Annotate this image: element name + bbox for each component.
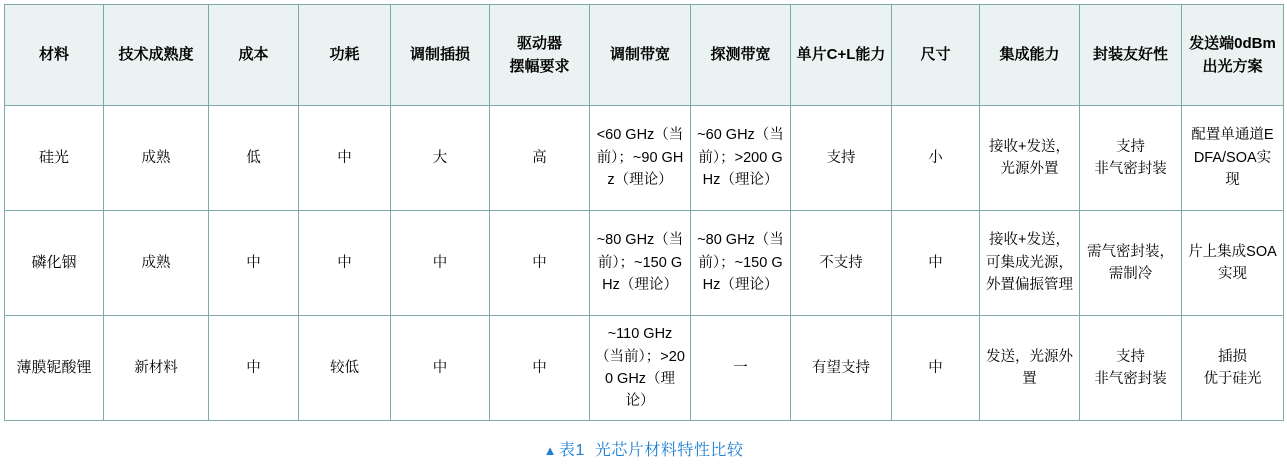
cell-detection-bandwidth: ~60 GHz（当前）；>200 GHz（理论） <box>691 106 791 211</box>
header-text-cl-capability: 单片C+L能力 <box>796 46 886 64</box>
column-header-detection-bandwidth <box>691 5 791 106</box>
column-header-driver-swing <box>490 5 590 106</box>
header-text-detection-bandwidth: 探测带宽 <box>710 46 771 64</box>
cell-power: 较低 <box>299 316 391 421</box>
caption-label: 表1 <box>558 442 585 459</box>
header-text-packaging: 封装友好性 <box>1092 46 1168 64</box>
cell-size: 小 <box>892 106 980 211</box>
cell-maturity: 成熟 <box>104 106 209 211</box>
cell-material: 薄膜铌酸锂 <box>5 316 104 421</box>
header-row <box>5 5 1284 106</box>
cell-modulation-bandwidth: <60 GHz（当前）；~90 GHz（理论） <box>590 106 691 211</box>
column-header-packaging <box>1080 5 1182 106</box>
header-text-modulation-loss: 调制插损 <box>409 46 470 64</box>
cell-integration: 接收+发送，可集成光源，外置偏振管理 <box>980 211 1080 316</box>
cell-detection-bandwidth: 一 <box>691 316 791 421</box>
column-header-cl-capability <box>791 5 892 106</box>
cell-maturity: 成熟 <box>104 211 209 316</box>
column-header-modulation-loss <box>391 5 490 106</box>
cell-cl-capability: 有望支持 <box>791 316 892 421</box>
cell-size: 中 <box>892 211 980 316</box>
cell-tx-solution: 片上集成SOA实现 <box>1182 211 1284 316</box>
table-header <box>5 5 1284 106</box>
column-header-cost <box>209 5 299 106</box>
cell-packaging: 需气密封装，需制冷 <box>1080 211 1182 316</box>
cell-tx-solution: 配置单通道EDFA/SOA实现 <box>1182 106 1284 211</box>
column-header-tx-solution <box>1182 5 1284 106</box>
cell-modulation-loss: 大 <box>391 106 490 211</box>
cell-modulation-loss: 中 <box>391 316 490 421</box>
cell-power: 中 <box>299 211 391 316</box>
header-text-integration: 集成能力 <box>999 46 1060 64</box>
table-body <box>5 106 1284 421</box>
cell-maturity: 新材料 <box>104 316 209 421</box>
cell-cost: 中 <box>209 316 299 421</box>
header-text-driver-swing: 驱动器 摆幅要求 <box>509 34 570 75</box>
cell-cost: 中 <box>209 211 299 316</box>
header-text-tx-solution: 发送端0dBm 出光方案 <box>1189 34 1276 75</box>
cell-modulation-loss: 中 <box>391 211 490 316</box>
cell-size: 中 <box>892 316 980 421</box>
column-header-material <box>5 5 104 106</box>
header-text-size: 尺寸 <box>920 46 951 64</box>
column-header-integration <box>980 5 1080 106</box>
cell-material: 硅光 <box>5 106 104 211</box>
cell-cl-capability: 不支持 <box>791 211 892 316</box>
cell-packaging: 支持 非气密封装 <box>1080 316 1182 421</box>
header-text-modulation-bandwidth: 调制带宽 <box>609 46 670 64</box>
cell-packaging: 支持 非气密封装 <box>1080 106 1182 211</box>
header-text-maturity: 技术成熟度 <box>118 46 194 64</box>
column-header-modulation-bandwidth <box>590 5 691 106</box>
caption-text: 光芯片材料特性比较 <box>594 442 744 459</box>
cell-cl-capability: 支持 <box>791 106 892 211</box>
cell-power: 中 <box>299 106 391 211</box>
cell-driver-swing: 高 <box>490 106 590 211</box>
column-header-size <box>892 5 980 106</box>
cell-tx-solution: 插损 优于硅光 <box>1182 316 1284 421</box>
column-header-power <box>299 5 391 106</box>
table-row <box>5 316 1284 421</box>
cell-integration: 接收+发送，光源外置 <box>980 106 1080 211</box>
cell-driver-swing: 中 <box>490 316 590 421</box>
header-text-power: 功耗 <box>329 46 360 64</box>
table-row <box>5 106 1284 211</box>
cell-material: 磷化铟 <box>5 211 104 316</box>
column-header-maturity <box>104 5 209 106</box>
cell-cost: 低 <box>209 106 299 211</box>
header-text-cost: 成本 <box>238 46 269 64</box>
table-caption <box>4 437 1283 460</box>
header-text-material: 材料 <box>38 46 69 64</box>
cell-modulation-bandwidth: ~80 GHz（当前）；~150 GHz（理论） <box>590 211 691 316</box>
cell-detection-bandwidth: ~80 GHz（当前）；~150 GHz（理论） <box>691 211 791 316</box>
material-comparison-table <box>4 4 1284 421</box>
cell-modulation-bandwidth: ~110 GHz（当前）；>200 GHz（理论） <box>590 316 691 421</box>
cell-driver-swing: 中 <box>490 211 590 316</box>
table-row <box>5 211 1284 316</box>
triangle-marker-icon: ▲ <box>543 443 557 458</box>
cell-integration: 发送，光源外置 <box>980 316 1080 421</box>
